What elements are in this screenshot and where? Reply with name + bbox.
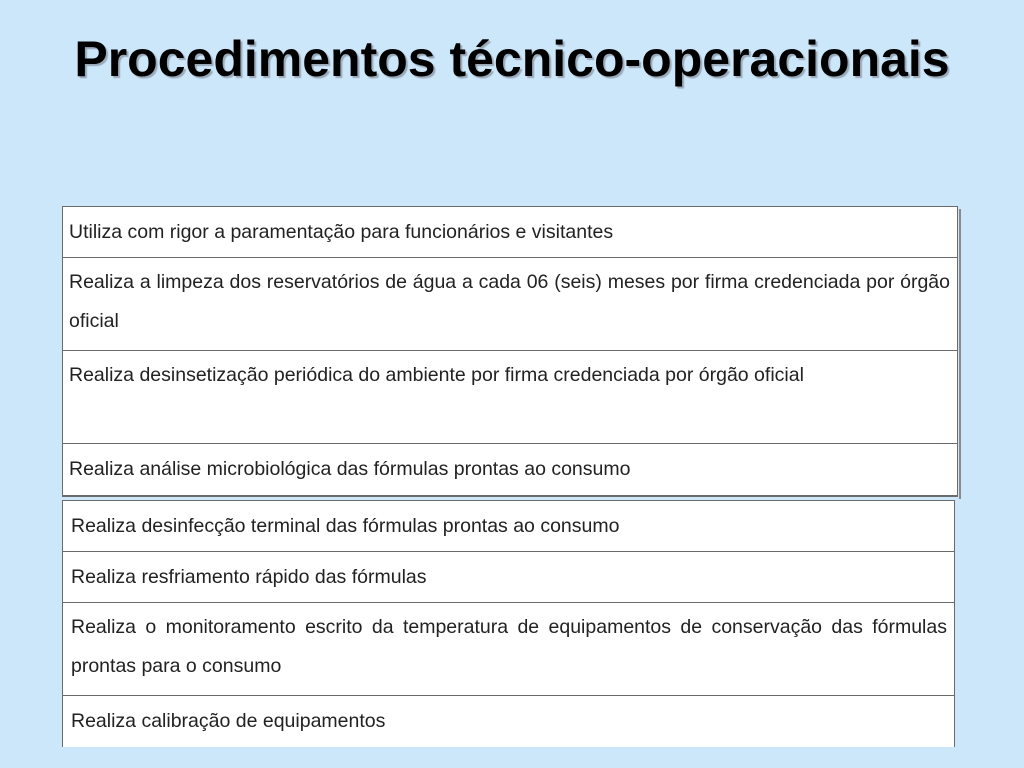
- table-row: Realiza desinsetização periódica do ambiente por firma credenciada por órgão oficial: [63, 351, 957, 444]
- table-row: Realiza análise microbiológica das fórmulas prontas ao consumo: [69, 458, 631, 480]
- table-row: Realiza o monitoramento escrito da temperatura de equipamentos de conservação das fórmulas prontas para o consumo: [63, 603, 954, 696]
- procedures-table-2: [62, 500, 955, 747]
- table-row: Realiza a limpeza dos reservatórios de água a cada 06 (seis) meses por firma credenciada por órgão oficial: [63, 258, 957, 351]
- table-row: Utiliza com rigor a paramentação para funcionários e visitantes: [63, 207, 957, 258]
- table-row: Realiza resfriamento rápido das fórmulas: [63, 552, 954, 603]
- procedures-table-1: [62, 206, 958, 497]
- table-row: Realiza calibração de equipamentos: [71, 710, 386, 732]
- slide-title: Procedimentos técnico-operacionais: [74, 31, 950, 87]
- table-row: Realiza desinfecção terminal das fórmulas prontas ao consumo: [63, 501, 954, 552]
